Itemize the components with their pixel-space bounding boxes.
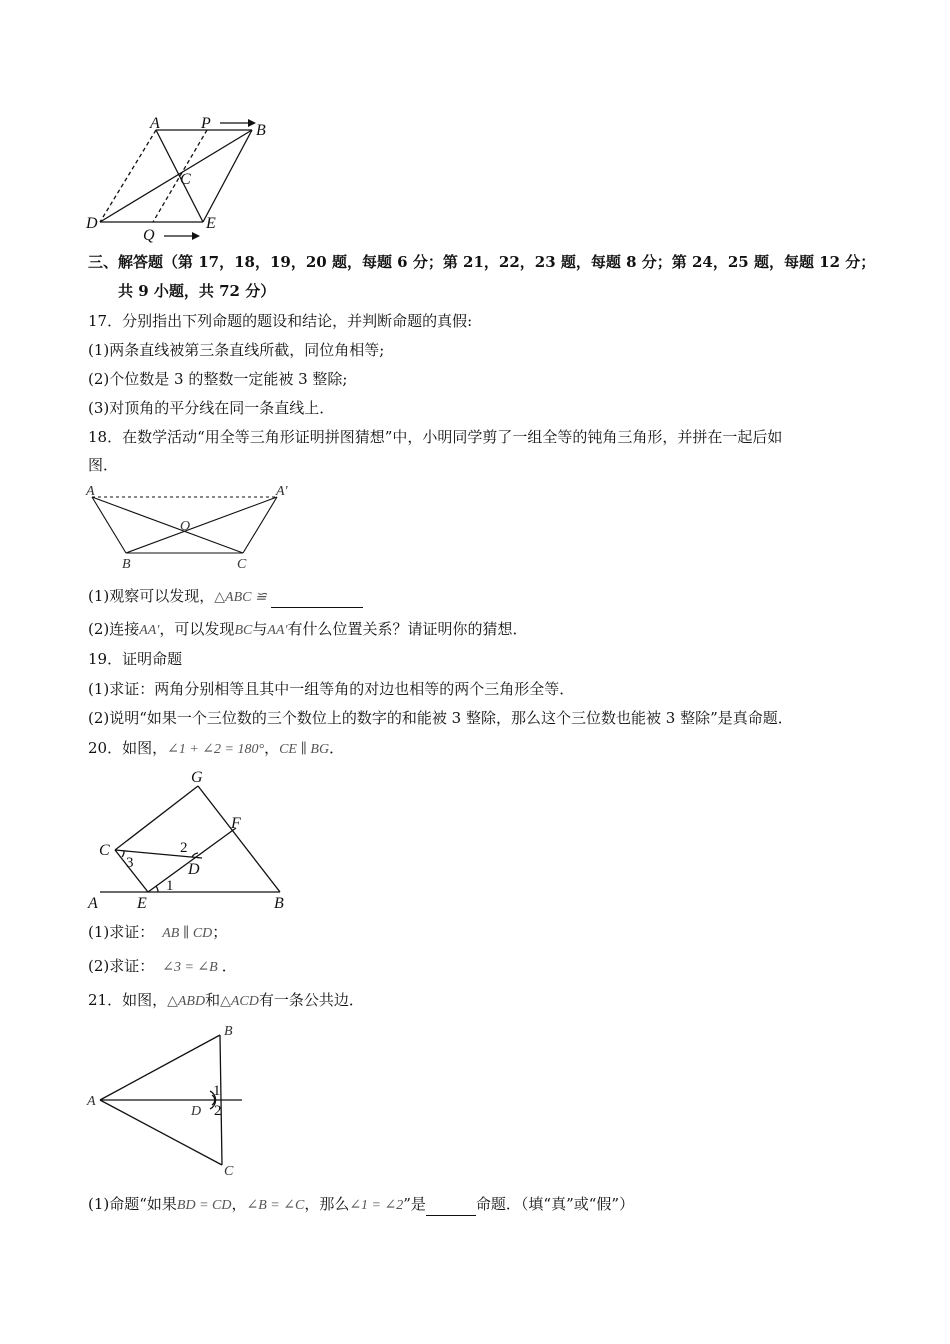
label-D: D: [191, 1104, 202, 1119]
q21-stem-text-c: 有一条公共边．: [258, 991, 364, 1009]
label-E: E: [206, 215, 216, 232]
q17-part2: (2)个位数是 3 的整数一定能被 3 整除;: [88, 370, 348, 388]
q20-stem-math1: ∠1 + ∠2 = 180°: [167, 742, 265, 757]
q21-part1-math2: ∠B = ∠C: [246, 1198, 305, 1213]
q21-stem-text-a: 21．如图，: [88, 991, 168, 1009]
q20-part1-end: ；: [212, 923, 228, 941]
label-D: D: [188, 861, 200, 878]
q21-part1-text-e: 命题．（填“真”或“假”）: [475, 1195, 635, 1213]
answer-blank[interactable]: [271, 593, 363, 608]
q18-part2-math2: BC: [234, 623, 253, 638]
q17-part3: (3)对顶角的平分线在同一条直线上．: [88, 399, 335, 417]
label-2: 2: [214, 1103, 222, 1119]
q20-part1-text: (1)求证：: [88, 923, 155, 941]
label-A: A: [88, 895, 98, 912]
q21-part1-text-a: (1)命题“如果: [88, 1195, 177, 1213]
q20-part1-math: AB ∥ CD: [162, 926, 213, 941]
q20-stem-text-b: ，: [264, 739, 280, 757]
q19-stem: 19．证明命题: [88, 650, 183, 668]
label-O: O: [180, 519, 191, 534]
label-A: A: [150, 115, 160, 132]
q20-stem-math2: CE ∥ BG: [279, 742, 330, 757]
q21-stem: [88, 990, 364, 1012]
label-P: P: [201, 115, 211, 132]
q21-stem-math1: △ABD: [167, 994, 206, 1009]
label-2: 2: [180, 840, 188, 856]
q18-part2-text-d: 有什么位置关系？请证明你的猜想．: [287, 620, 528, 638]
label-B: B: [122, 557, 131, 572]
label-F: F: [231, 815, 241, 832]
q20-part2-end: ．: [221, 957, 237, 975]
label-Q: Q: [143, 227, 155, 244]
label-C: C: [237, 557, 247, 572]
q18-part1-text: (1)观察可以发现，: [88, 587, 215, 605]
q18-part2-math3: AA′: [267, 623, 288, 638]
q17-part1: (1)两条直线被第三条直线所截，同位角相等;: [88, 341, 385, 359]
q18-part1-math: △ABC ≌: [214, 590, 267, 605]
q20-part2-text: (2)求证：: [88, 957, 155, 975]
label-E: E: [137, 895, 147, 912]
q21-part1-text-b: ，: [231, 1195, 247, 1213]
label-D: D: [86, 215, 98, 232]
q18-part2-math1: AA′: [139, 623, 160, 638]
q18-part2-text-a: (2)连接: [88, 620, 140, 638]
label-C: C: [224, 1164, 234, 1179]
section-heading-line2: 共 9 小题，共 72 分）: [118, 282, 276, 300]
q20-stem-text-a: 20．如图，: [88, 739, 168, 757]
q20-stem-text-c: ．: [329, 739, 345, 757]
q18-part2-text-c: 与: [252, 620, 268, 638]
q21-part1-text-c: ，那么: [304, 1195, 350, 1213]
answer-blank[interactable]: [426, 1201, 476, 1216]
label-A-prime: A′: [276, 484, 288, 499]
figure-angles: [80, 762, 310, 917]
label-C: C: [180, 171, 191, 188]
label-3: 3: [126, 855, 134, 871]
label-1: 1: [213, 1083, 221, 1099]
label-G: G: [191, 769, 203, 786]
q21-part1-text-d: ”是: [403, 1195, 426, 1213]
q20-part2: [88, 956, 237, 978]
q21-stem-text-b: 和: [205, 991, 221, 1009]
label-A: A: [86, 484, 95, 499]
label-B: B: [256, 122, 266, 139]
q20-part1: [88, 922, 227, 944]
q20-stem: [88, 738, 344, 760]
figure-two-triangles: [82, 480, 302, 575]
figure-common-side: [82, 1015, 262, 1185]
q20-part2-math: ∠3 = ∠B: [162, 960, 218, 975]
q19-part1: (1)求证：两角分别相等且其中一组等角的对边也相等的两个三角形全等．: [88, 680, 575, 698]
q18-part1: [88, 586, 363, 608]
label-B: B: [274, 895, 284, 912]
label-B: B: [224, 1024, 233, 1039]
q19-part2: (2)说明“如果一个三位数的三个数位上的数字的和能被 3 整除，那么这个三位数也能被 3 整除”是真命题．: [88, 709, 793, 727]
figure-parallelogram: [80, 110, 280, 245]
section-heading-line1: 三、解答题（第 17，18，19，20 题，每题 6 分；第 21，22，23 题，每题 8 分；第 24，25 题，每题 12 分；: [88, 253, 876, 271]
q18-part2-text-b: ，可以发现: [159, 620, 235, 638]
q17-stem: 17．分别指出下列命题的题设和结论，并判断命题的真假:: [88, 312, 473, 330]
q18-stem-line1: 18．在数学活动“用全等三角形证明拼图猜想”中，小明同学剪了一组全等的钝角三角形，并拼在一起后如: [88, 428, 783, 446]
q18-stem-line2: 图．: [88, 456, 119, 474]
label-A: A: [87, 1094, 96, 1109]
q21-part1-math1: BD = CD: [176, 1198, 232, 1213]
q18-part2: [88, 619, 528, 641]
q21-stem-math2: △ACD: [220, 994, 259, 1009]
label-1: 1: [166, 878, 174, 894]
q21-part1-math3: ∠1 = ∠2: [349, 1198, 404, 1213]
q21-part1: [88, 1194, 634, 1216]
label-C: C: [99, 842, 110, 859]
